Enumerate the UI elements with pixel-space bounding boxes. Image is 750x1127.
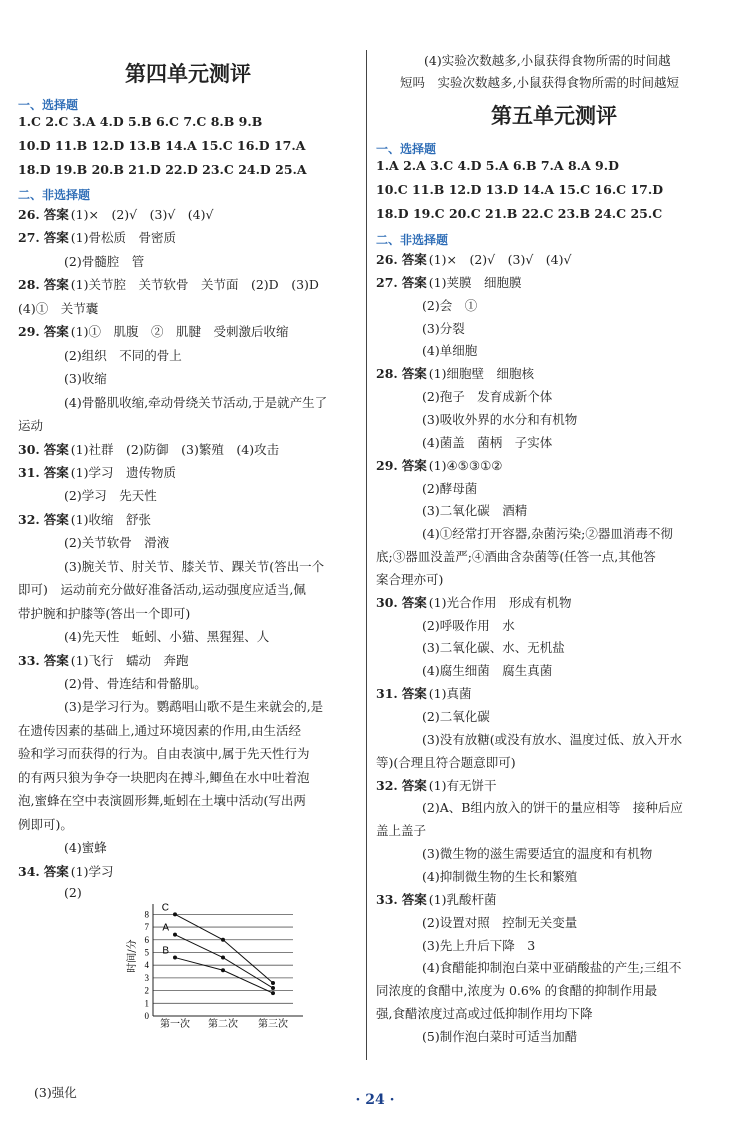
answer-line — [376, 456, 503, 474]
question-number: 31. — [18, 464, 40, 480]
answer-text: (1)① 肌腹 ② 肌腱 受刺激后收缩 — [70, 324, 289, 340]
answer-line: (2) — [64, 885, 82, 901]
answer-label: 答案 — [401, 594, 427, 610]
answer-label: 答案 — [43, 207, 69, 222]
question-number: 34. — [18, 863, 40, 879]
answer-line: (4)菌盖 菌柄 子实体 — [422, 434, 553, 450]
answer-text: (1)乳酸杆菌 — [428, 891, 497, 907]
answer-text: (1)× (2)√ (3)√ (4)√ — [70, 207, 214, 222]
mc-answer-row: 1.A 2.A 3.C 4.D 5.A 6.B 7.A 8.A 9.D — [376, 158, 619, 173]
answer-label: 答案 — [43, 324, 69, 340]
y-tick-label: 4 — [144, 960, 149, 971]
answer-line: 等)(合理且符合题意即可) — [376, 754, 516, 770]
answer-line: (4)蜜蜂 — [64, 840, 107, 856]
y-tick-label: 5 — [144, 947, 149, 958]
left-section-nonmc: 二、非选择题 — [18, 188, 91, 202]
question-number: 29. — [18, 324, 40, 340]
answer-text: (1)学习 — [70, 863, 114, 879]
question-number: 28. — [18, 277, 40, 293]
right-continuation-line-2: 短吗 实验次数越多,小鼠获得食物所需的时间越短 — [400, 75, 679, 90]
answer-label: 答案 — [401, 891, 427, 907]
data-point — [221, 938, 225, 942]
answer-text: (1)真菌 — [428, 686, 472, 702]
answer-line: (3)先上升后下降 3 — [422, 937, 536, 953]
answer-text: (1)× (2)√ (3)√ (4)√ — [428, 252, 572, 267]
right-section-nonmc: 二、非选择题 — [376, 233, 449, 247]
answer-line: 强,食醋浓度过高或过低抑制作用均下降 — [376, 1006, 593, 1022]
chart-svg — [123, 898, 308, 1028]
answer-line — [376, 250, 571, 268]
y-tick-label: 2 — [144, 985, 149, 996]
question-number: 27. — [18, 230, 40, 246]
answer-text: (1)细胞壁 细胞核 — [428, 366, 534, 382]
answer-line: 运动 — [18, 418, 44, 434]
left-last-line: (3)强化 — [34, 1085, 77, 1100]
answer-line: 即可) 运动前充分做好准备活动,运动强度应适当,佩 — [18, 582, 306, 598]
left-unit-title: 第四单元测评 — [125, 61, 251, 86]
answer-line: 盖上盖子 — [376, 823, 427, 839]
answer-line — [18, 510, 151, 528]
answer-line — [18, 651, 188, 669]
question-number: 33. — [18, 652, 40, 668]
mc-answer-row: 10.D 11.B 12.D 13.B 14.A 15.C 16.D 17.A — [18, 138, 306, 153]
answer-line: (2)学习 先天性 — [64, 488, 157, 504]
answer-line: (3)二氧化碳、水、无机盐 — [422, 640, 565, 656]
answer-text: (1)有无饼干 — [428, 777, 497, 793]
question-number: 32. — [18, 511, 40, 527]
answer-label: 答案 — [43, 863, 69, 879]
y-axis-label: 时间/分 — [127, 939, 138, 973]
answer-line: (2)A、B组内放入的饼干的量应相等 接种后应 — [422, 800, 683, 816]
answer-label: 答案 — [401, 686, 427, 702]
data-point — [173, 956, 177, 960]
answer-line: (3)微生物的滋生需要适宜的温度和有机物 — [422, 846, 653, 862]
series-line — [175, 958, 273, 994]
answer-line — [18, 205, 213, 223]
y-tick-label: 1 — [144, 998, 149, 1009]
y-tick-label: 6 — [144, 934, 149, 945]
answer-line: (2)呼吸作用 水 — [422, 617, 515, 633]
question-number: 30. — [18, 441, 40, 457]
answer-label: 答案 — [401, 274, 427, 290]
answer-line: 同浓度的食醋中,浓度为 0.6% 的食醋的抑制作用最 — [376, 983, 658, 999]
series-label: A — [162, 922, 169, 934]
question-number: 29. — [376, 457, 398, 473]
answer-line: (4)腐生细菌 腐生真菌 — [422, 663, 553, 679]
answer-line: (2)骨髓腔 管 — [64, 253, 145, 269]
answer-label: 答案 — [401, 777, 427, 793]
answer-line: (3)分裂 — [422, 320, 465, 336]
question-number: 27. — [376, 274, 398, 290]
answer-line: 案合理亦可) — [376, 571, 444, 587]
answer-line — [18, 862, 113, 880]
answer-label: 答案 — [43, 277, 69, 293]
answer-line: 泡,蜜蜂在空中表演圆形舞,蚯蚓在土壤中活动(写出两 — [18, 793, 306, 809]
answer-line — [18, 463, 176, 481]
question-number: 33. — [376, 891, 398, 907]
x-tick-label: 第一次 — [160, 1019, 190, 1028]
answer-label: 答案 — [401, 457, 427, 473]
answer-text: (1)关节腔 关节软骨 关节面 (2)D (3)D — [70, 277, 319, 293]
answer-line — [18, 275, 319, 293]
answer-text: (1)飞行 蠕动 奔跑 — [70, 652, 189, 668]
answer-label: 答案 — [401, 366, 427, 382]
y-tick-label: 8 — [144, 909, 149, 920]
data-point — [271, 986, 275, 990]
answer-text: (1)荚膜 细胞膜 — [428, 274, 522, 290]
data-point — [173, 933, 177, 937]
answer-line: 例即可)。 — [18, 816, 73, 832]
answer-line — [376, 364, 534, 382]
answer-line: (3)没有放糖(或没有放水、温度过低、放入开水 — [422, 731, 683, 747]
answer-text: (1)学习 遗传物质 — [70, 464, 176, 480]
answer-line: (2)孢子 发育成新个体 — [422, 389, 553, 405]
answer-line: (4)骨骼肌收缩,牵动骨绕关节活动,于是就产生了 — [64, 394, 328, 410]
answer-line: (2)组织 不同的骨上 — [64, 347, 182, 363]
x-tick-label: 第二次 — [208, 1019, 238, 1028]
answer-line: 底;③器皿没盖严;④酒曲含杂菌等(任答一点,其他答 — [376, 549, 656, 565]
data-point — [221, 956, 225, 960]
answer-line — [376, 776, 496, 794]
answer-line: (4)抑制微生物的生长和繁殖 — [422, 868, 578, 884]
answer-line: (2)关节软骨 滑液 — [64, 535, 170, 551]
answer-line — [376, 273, 521, 291]
mc-answer-row: 1.C 2.C 3.A 4.D 5.B 6.C 7.C 8.B 9.B — [18, 114, 263, 129]
answer-line: 带护腕和护膝等(答出一个即可) — [18, 605, 191, 621]
answer-text: (1)光合作用 形成有机物 — [428, 594, 572, 610]
answer-line: (2)酵母菌 — [422, 480, 478, 496]
y-tick-label: 3 — [144, 972, 149, 983]
answer-label: 答案 — [43, 441, 69, 457]
right-section-mc: 一、选择题 — [376, 142, 437, 156]
answer-line: (2)二氧化碳 — [422, 709, 490, 724]
answer-label: 答案 — [401, 252, 427, 267]
question-number: 26. — [376, 252, 398, 267]
column-divider — [366, 50, 367, 1060]
answer-line: (4)食醋能抑制泡白菜中亚硝酸盐的产生;三组不 — [422, 960, 682, 976]
data-point — [271, 991, 275, 995]
line-chart — [123, 898, 308, 1028]
answer-line — [18, 440, 279, 458]
question-number: 26. — [18, 207, 40, 222]
answer-line: (4)①经常打开容器,杂菌污染;②器皿消毒不彻 — [422, 526, 673, 542]
question-number: 32. — [376, 777, 398, 793]
answer-line: 的有两只狼为争夺一块肥肉在搏斗,鲫鱼在水中吐着泡 — [18, 769, 310, 785]
answer-label: 答案 — [43, 230, 69, 246]
question-number: 31. — [376, 686, 398, 702]
answer-line: (4)① 关节囊 — [18, 300, 99, 316]
answer-line: (2)会 ① — [422, 297, 478, 313]
answer-line: (4)先天性 蚯蚓、小猫、黑猩猩、人 — [64, 629, 270, 645]
answer-line: (3)是学习行为。鹦鹉唱山歌不是生来就会的,是 — [64, 699, 324, 715]
answer-line — [18, 228, 176, 246]
data-point — [221, 968, 225, 972]
x-tick-label: 第三次 — [258, 1019, 288, 1028]
answer-line — [376, 890, 496, 908]
answer-label: 答案 — [43, 464, 69, 480]
page-number: · 24 · — [355, 1092, 395, 1108]
answer-line: (3)收缩 — [64, 371, 107, 387]
mc-answer-row: 18.D 19.B 20.B 21.D 22.D 23.C 24.D 25.A — [18, 162, 307, 177]
answer-text: (1)骨松质 骨密质 — [70, 230, 176, 246]
data-point — [173, 912, 177, 916]
right-continuation-line-1: (4)实验次数越多,小鼠获得食物所需的时间越 — [424, 53, 671, 68]
answer-line: 在遗传因素的基础上,通过环境因素的作用,由生活经 — [18, 722, 301, 738]
answer-text: (1)④⑤③①② — [428, 457, 503, 473]
answer-line: (4)单细胞 — [422, 343, 478, 359]
question-number: 30. — [376, 594, 398, 610]
series-label: C — [161, 902, 169, 914]
mc-answer-row: 18.D 19.C 20.C 21.B 22.C 23.B 24.C 25.C — [376, 206, 663, 221]
mc-answer-row: 10.C 11.B 12.D 13.D 14.A 15.C 16.C 17.D — [376, 182, 664, 197]
right-unit-title: 第五单元测评 — [491, 103, 617, 128]
left-section-mc: 一、选择题 — [18, 98, 79, 112]
answer-text: (1)收缩 舒张 — [70, 511, 151, 527]
answer-line: (2)设置对照 控制无关变量 — [422, 914, 578, 930]
answer-line: (3)腕关节、肘关节、膝关节、踝关节(答出一个 — [64, 558, 325, 574]
answer-line: (3)吸收外界的水分和有机物 — [422, 411, 578, 427]
answer-line: (2)骨、骨连结和骨骼肌。 — [64, 676, 207, 691]
series-label: B — [162, 945, 169, 957]
data-point — [271, 981, 275, 985]
y-tick-label: 7 — [144, 922, 149, 933]
answer-label: 答案 — [43, 511, 69, 527]
answer-line — [376, 684, 471, 702]
answer-line: (3)二氧化碳 酒精 — [422, 503, 528, 519]
answer-line — [18, 322, 288, 340]
series-line — [175, 914, 273, 983]
answer-line — [376, 593, 571, 611]
y-tick-label: 0 — [144, 1011, 149, 1021]
answer-line: 验和学习而获得的行为。自由表演中,属于先天性行为 — [18, 746, 310, 762]
answer-label: 答案 — [43, 652, 69, 668]
question-number: 28. — [376, 366, 398, 382]
answer-text: (1)社群 (2)防御 (3)繁殖 (4)攻击 — [70, 441, 280, 457]
answer-line: (5)制作泡白菜时可适当加醋 — [422, 1028, 578, 1044]
